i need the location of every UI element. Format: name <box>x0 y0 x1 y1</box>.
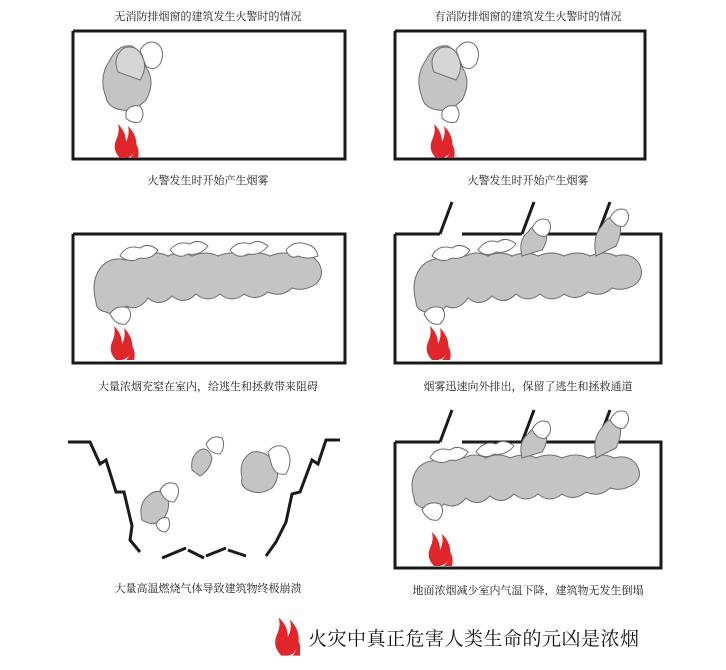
caption-panel-4: 烟雾迅速向外排出，保留了逃生和拯救通道 <box>423 380 633 393</box>
smoke-cloud <box>414 217 642 314</box>
left-column-title: 无消防排烟窗的建筑发生火警时的情况 <box>114 10 302 23</box>
flame-icon <box>111 326 135 360</box>
flame-icon <box>427 326 451 360</box>
caption-panel-5: 大量高温燃烧气体导致建筑物终极崩溃 <box>114 582 302 595</box>
footer-text: 火灾中真正危害人类生命的元凶是浓烟 <box>308 627 640 650</box>
smoke-cloud <box>141 449 278 524</box>
caption-panel-6: 地面浓烟减少室内气温下降，建筑物无发生倒塌 <box>412 584 644 597</box>
caption-panel-3: 大量浓烟充窒在室内，给逃生和拯救带来阻碍 <box>98 380 318 393</box>
caption-panel-2: 火警发生时开始产生烟雾 <box>467 174 589 187</box>
panel-smoke-filled-no-vent <box>60 222 360 372</box>
panel-smoke-venting <box>382 192 682 372</box>
flame-icon <box>115 124 139 158</box>
smoke-cloud <box>94 253 322 314</box>
panel-fire-start-with-vent <box>382 22 682 172</box>
flame-icon <box>272 615 300 659</box>
flame-icon <box>429 532 453 566</box>
flame-icon <box>431 124 455 158</box>
panel-fire-start-no-vent <box>60 22 360 172</box>
panel-building-stands <box>382 402 682 572</box>
panel-building-collapse <box>60 430 360 570</box>
right-column-title: 有消防排烟窗的建筑发生火警时的情况 <box>434 10 622 23</box>
caption-panel-1: 火警发生时开始产生烟雾 <box>147 174 269 187</box>
footer <box>272 615 640 659</box>
